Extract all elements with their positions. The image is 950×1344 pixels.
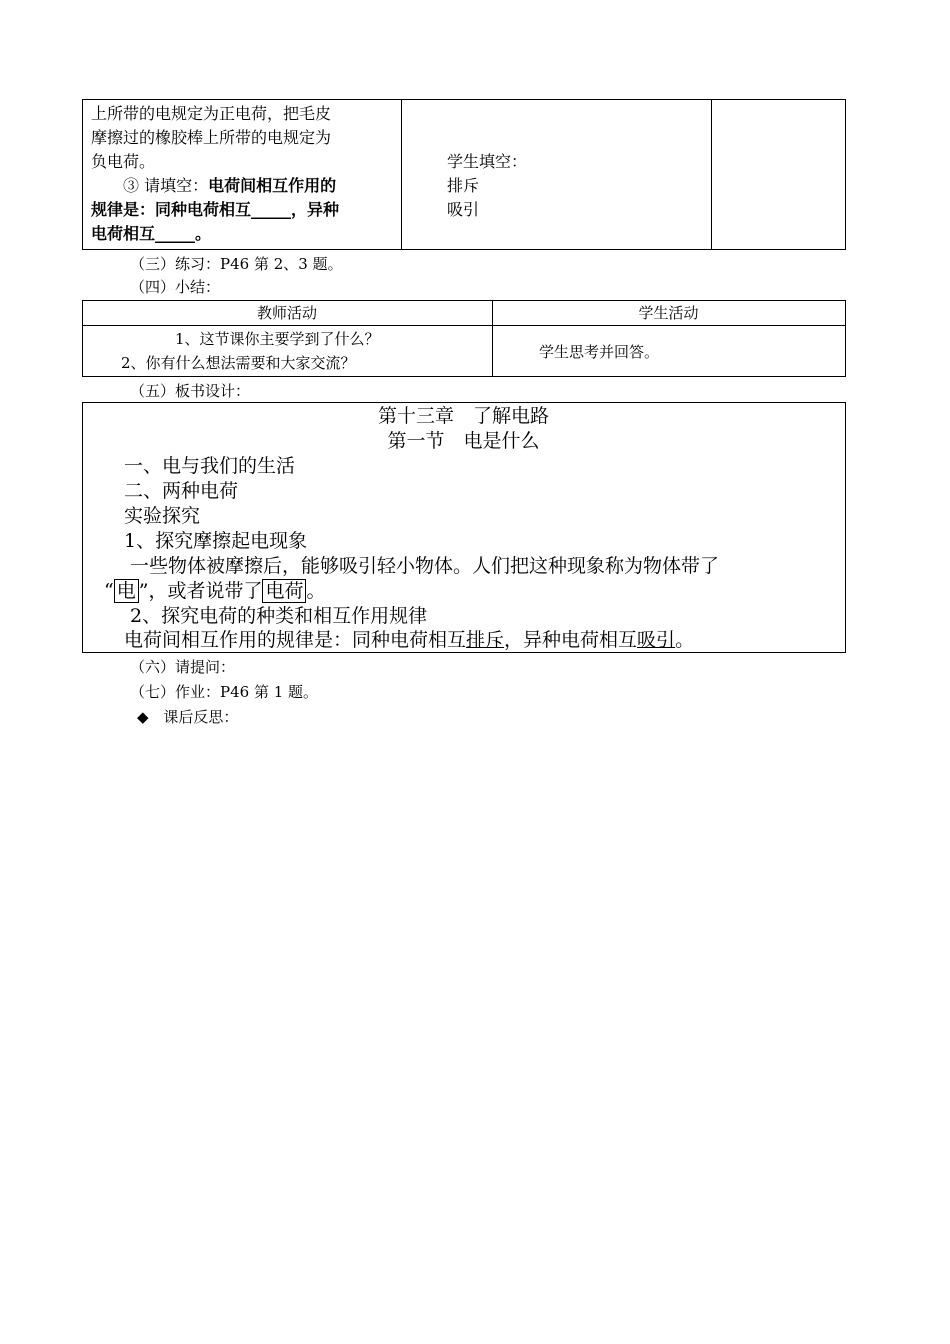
section-homework: （七）作业：P46 第 1 题。	[130, 683, 319, 701]
board-paragraph: 一些物体被摩擦后，能够吸引轻小物体。人们把这种现象称为物体带了	[130, 555, 720, 577]
teacher-question-2: 2、你有什么想法需要和大家交流？	[121, 354, 356, 372]
board-paragraph: “ 电 ”，或者说带了 电荷 。	[104, 580, 326, 602]
fill-prefix: ③ 请填空：	[123, 176, 209, 195]
fill-question: 电荷相互_____。	[91, 224, 212, 243]
text-line: 上所带的电规定为正电荷，把毛皮	[91, 104, 332, 123]
student-answer: 排斥	[447, 176, 480, 195]
boxed-keyword: 电荷	[262, 579, 306, 603]
section-practice: （三）练习：P46 第 2、3 题。	[130, 255, 343, 273]
board-item: 实验探究	[124, 505, 201, 527]
section-questions: （六）请提问：	[130, 658, 236, 676]
header-student-activity: 学生活动	[638, 304, 699, 322]
diamond-bullet-icon: ◆	[137, 708, 149, 726]
board-rule: 电荷间相互作用的规律是：同种电荷相互排斥，异种电荷相互吸引。	[124, 629, 695, 651]
text-line: 摩擦过的橡胶棒上所带的电规定为	[91, 128, 332, 147]
teacher-question-1: 1、这节课你主要学到了什么？	[175, 330, 380, 348]
section-summary: （四）小结：	[130, 278, 221, 296]
student-answer: 吸引	[447, 200, 480, 219]
board-item: 二、两种电荷	[124, 480, 239, 502]
text-line: 负电荷。	[91, 152, 156, 171]
board-item: 2、探究电荷的种类和相互作用规律	[130, 605, 428, 627]
teacher-cell	[91, 102, 397, 246]
fill-question: 电荷间相互作用的	[208, 176, 337, 195]
section-board-design: （五）板书设计：	[130, 382, 251, 400]
fill-question: 规律是：同种电荷相互_____，异种	[91, 200, 340, 219]
underlined-keyword: 吸引	[637, 629, 676, 651]
student-label: 学生填空：	[447, 152, 528, 171]
reflection-line	[137, 706, 238, 728]
reflection-label: 课后反思：	[163, 708, 239, 726]
board-item: 一、电与我们的生活	[124, 455, 296, 477]
board-item: 1、探究摩擦起电现象	[124, 530, 308, 552]
board-chapter-title: 第十三章 了解电路	[377, 405, 549, 427]
underlined-keyword: 排斥	[466, 629, 505, 651]
board-section-title: 第一节 电是什么	[387, 430, 540, 452]
boxed-keyword: 电	[114, 579, 139, 603]
student-cell	[447, 150, 697, 222]
student-response: 学生思考并回答。	[539, 343, 660, 361]
header-teacher-activity: 教师活动	[256, 304, 317, 322]
